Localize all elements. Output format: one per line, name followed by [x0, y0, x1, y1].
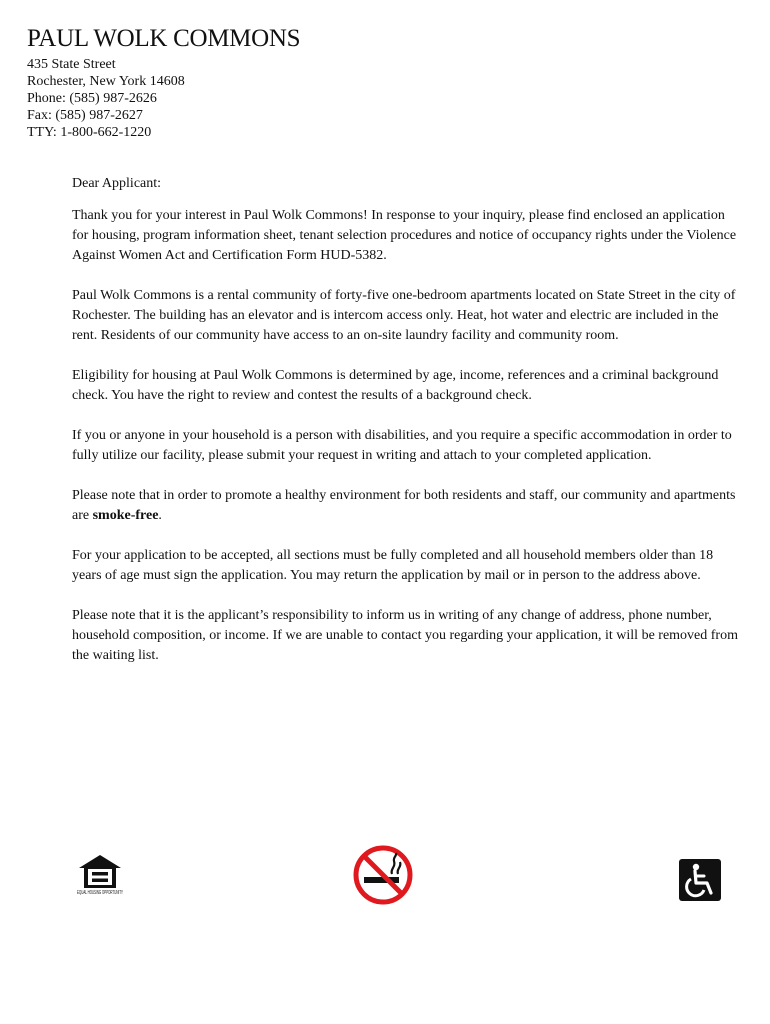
- smoke-free-text-prefix: Please note that in order to promote a healthy environment for both residents and staff, our community and apartments are: [72, 488, 736, 523]
- wheelchair-accessible-icon: [679, 859, 721, 901]
- paragraph-accommodation: If you or anyone in your household is a person with disabilities, and you require a specific accommodation in order to fully utilize our facility, please submit your request in writing and attach to your completed application.: [72, 428, 732, 463]
- city-state-zip: Rochester, New York 14608: [27, 74, 185, 89]
- equal-housing-caption: EQUAL HOUSING OPPORTUNITY: [77, 890, 124, 896]
- smoke-free-text-suffix: .: [158, 508, 162, 523]
- tty-number: TTY: 1-800-662-1220: [27, 125, 152, 140]
- paragraph-application-requirements: For your application to be accepted, all sections must be fully completed and all household members older than 18 years of age must sign the application. You may return the application by mail or in person to the address above.: [72, 548, 714, 583]
- paragraph-smoke-free: [72, 486, 744, 526]
- smoke-free-emphasis: smoke-free: [92, 508, 159, 523]
- fax-number: Fax: (585) 987-2627: [27, 108, 143, 123]
- street-address: 435 State Street: [27, 57, 116, 72]
- paragraph-community-description: Paul Wolk Commons is a rental community of forty-five one-bedroom apartments located on State Street in the city of Rochester. The building has an elevator and is intercom access only. Heat, hot water and electric are included in the rent. Residents of our community have access to an on-site laundry facility and community room.: [72, 288, 736, 343]
- letterhead: [27, 24, 300, 141]
- equal-housing-icon: [75, 854, 125, 900]
- paragraph-intro: Thank you for your interest in Paul Wolk Commons! In response to your inquiry, please find enclosed an application for housing, program information sheet, tenant selection procedures and notice of occupancy rights under the Violence Against Women Act and Certification Form HUD-5382.: [72, 208, 737, 263]
- paragraph-contact-changes: Please note that it is the applicant’s responsibility to inform us in writing of any change of address, phone number, household composition, or income. If we are unable to contact you regarding your application, it will be removed from the waiting list.: [72, 608, 738, 663]
- letter-body: [72, 174, 744, 686]
- organization-name: PAUL WOLK COMMONS: [27, 25, 301, 52]
- salutation: Dear Applicant:: [72, 176, 162, 191]
- no-smoking-icon: [352, 844, 414, 906]
- paragraph-eligibility: Eligibility for housing at Paul Wolk Commons is determined by age, income, references and a criminal background check. You have the right to review and contest the results of a background check.: [72, 368, 719, 403]
- phone-number: Phone: (585) 987-2626: [27, 91, 157, 106]
